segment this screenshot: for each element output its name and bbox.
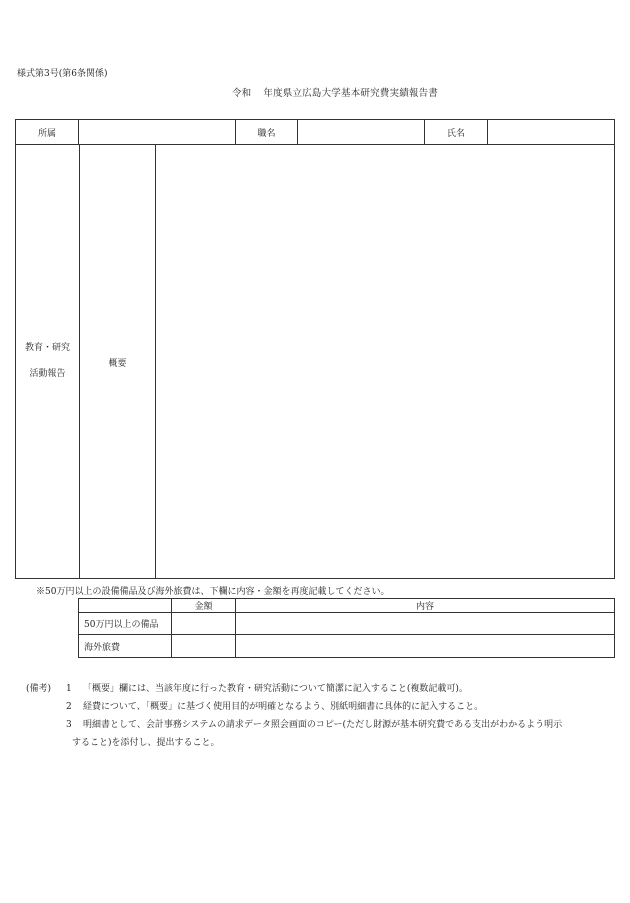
remark-text: 「概要」欄には、当該年度に行った教育・研究活動について簡潔に記入すること(複数記載可)。 xyxy=(83,684,468,694)
name-label: 氏名 xyxy=(425,120,488,144)
equipment-content-field[interactable] xyxy=(236,613,614,634)
travel-label: 海外旅費 xyxy=(79,635,172,657)
table-header-row xyxy=(79,599,614,613)
title-era: 令和 xyxy=(231,88,252,99)
activity-label-line1: 教育・研究 xyxy=(24,343,70,353)
amount-header: 金額 xyxy=(172,599,236,612)
position-label: 職名 xyxy=(236,120,298,144)
title-main: 年度県立広島大学基本研究費実績報告書 xyxy=(263,88,438,99)
remark-text-continuation: すること)を添付し、提出すること。 xyxy=(72,738,220,748)
equipment-amount-field[interactable] xyxy=(172,613,236,634)
page-title xyxy=(0,85,630,99)
affiliation-field[interactable] xyxy=(79,120,236,144)
form-number: 様式第3号(第6条関係) xyxy=(17,69,108,79)
remark-text: 明細書として、会計事務システムの請求データ照会画面のコピー(ただし財源が基本研究費である支出がわかるよう明示 xyxy=(83,720,563,730)
travel-amount-field[interactable] xyxy=(172,635,236,657)
remarks-label: (備考) xyxy=(26,684,52,694)
table-row xyxy=(79,635,614,657)
activity-section-label xyxy=(16,144,80,578)
table-row xyxy=(79,613,614,635)
name-field[interactable] xyxy=(488,120,614,144)
table-header-blank xyxy=(79,599,172,612)
remark-number: 2 xyxy=(66,702,72,712)
summary-field[interactable] xyxy=(156,144,614,578)
equipment-label: 50万円以上の備品 xyxy=(79,613,172,634)
remark-number: 3 xyxy=(66,720,72,730)
travel-content-field[interactable] xyxy=(236,635,614,657)
activity-report-section xyxy=(15,144,615,579)
remark-number: 1 xyxy=(66,684,72,694)
expense-note: ※50万円以上の設備備品及び海外旅費は、下欄に内容・金額を再度記載してください。 xyxy=(36,587,390,597)
activity-label-line2: 活動報告 xyxy=(29,369,66,379)
remark-text: 経費について、「概要」に基づく使用目的が明確となるよう、別紙明細書に具体的に記入すること。 xyxy=(83,702,484,712)
info-row xyxy=(15,119,615,145)
affiliation-label: 所属 xyxy=(16,120,79,144)
position-field[interactable] xyxy=(298,120,425,144)
summary-label: 概要 xyxy=(80,144,156,578)
expense-table xyxy=(78,598,615,658)
content-header: 内容 xyxy=(415,602,434,612)
